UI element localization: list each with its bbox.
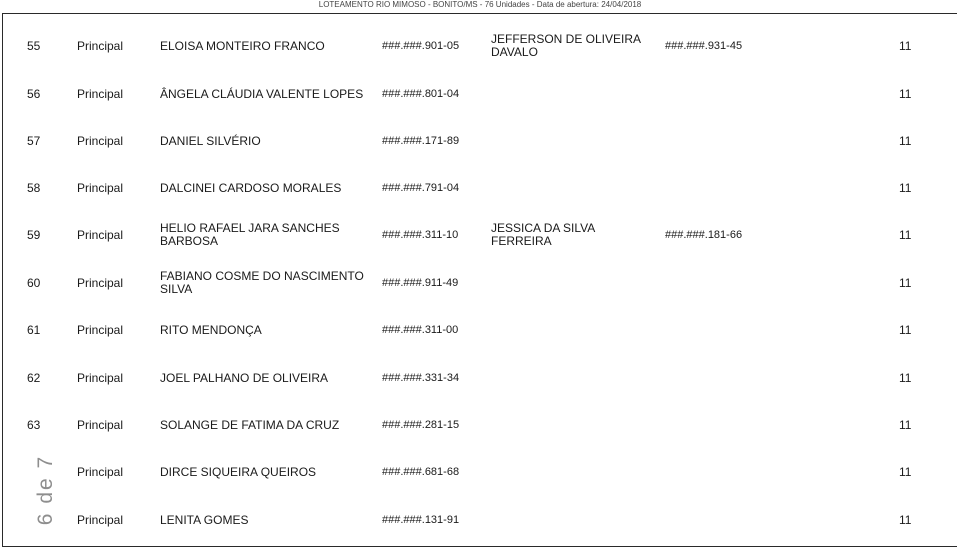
row-quantity: 11 — [899, 275, 912, 290]
table-row — [3, 263, 958, 303]
spouse-name — [491, 500, 656, 540]
page-number-text: 6 de 7 — [34, 454, 58, 526]
row-number: 55 — [27, 38, 41, 53]
spouse-cpf — [665, 405, 773, 445]
row-quantity: 11 — [899, 38, 912, 53]
row-type: Principal — [77, 86, 124, 101]
holder-cpf: ###.###.681-68 — [382, 465, 460, 478]
table-row — [3, 310, 958, 350]
table-row — [3, 405, 958, 445]
row-type: Principal — [77, 512, 124, 527]
table-row — [3, 26, 958, 66]
table-row — [3, 500, 958, 540]
row-quantity: 11 — [899, 512, 912, 527]
row-quantity: 11 — [899, 133, 912, 148]
row-number: 58 — [27, 180, 41, 195]
spouse-cpf — [665, 121, 773, 161]
holder-cpf: ###.###.281-15 — [382, 418, 460, 431]
table-row — [3, 168, 958, 208]
row-number: 60 — [27, 275, 41, 290]
spouse-name — [491, 452, 656, 492]
spouse-name — [491, 263, 656, 303]
spouse-cpf: ###.###.181-66 — [665, 228, 743, 241]
row-quantity: 11 — [899, 464, 912, 479]
spouse-name — [491, 310, 656, 350]
row-type: Principal — [77, 464, 124, 479]
holder-name: DANIEL SILVÉRIO — [160, 133, 261, 148]
holder-cpf: ###.###.131-91 — [382, 513, 460, 526]
page-number-label — [24, 448, 68, 532]
spouse-cpf — [665, 74, 773, 114]
holder-cpf: ###.###.791-04 — [382, 181, 460, 194]
holder-cpf: ###.###.331-34 — [382, 371, 460, 384]
spouse-cpf — [665, 168, 773, 208]
row-quantity: 11 — [899, 370, 912, 385]
spouse-cpf — [665, 310, 773, 350]
spouse-name: JESSICA DA SILVA FERREIRA — [491, 221, 595, 248]
spouse-name — [491, 405, 656, 445]
spouse-cpf: ###.###.931-45 — [665, 39, 743, 52]
holder-name: LENITA GOMES — [160, 512, 249, 527]
row-number: 61 — [27, 322, 41, 337]
row-number: 62 — [27, 370, 41, 385]
row-type: Principal — [77, 275, 124, 290]
spouse-cpf — [665, 500, 773, 540]
row-quantity: 11 — [899, 322, 912, 337]
row-type: Principal — [77, 38, 124, 53]
holder-name: JOEL PALHANO DE OLIVEIRA — [160, 370, 329, 385]
holder-name: RITO MENDONÇA — [160, 322, 262, 337]
row-type: Principal — [77, 133, 124, 148]
spouse-cpf — [665, 263, 773, 303]
table-row — [3, 358, 958, 398]
holder-name: DALCINEI CARDOSO MORALES — [160, 180, 342, 195]
spouse-name — [491, 121, 656, 161]
holder-cpf: ###.###.311-00 — [382, 323, 459, 336]
holder-name: HELIO RAFAEL JARA SANCHES BARBOSA — [160, 221, 340, 248]
document-header: LOTEAMENTO RIO MIMOSO - BONITO/MS - 76 Unidades - Data de abertura: 24/04/2018 — [318, 0, 642, 9]
row-type: Principal — [77, 227, 124, 242]
row-quantity: 11 — [899, 227, 912, 242]
holder-name: ÂNGELA CLÁUDIA VALENTE LOPES — [160, 86, 364, 101]
holder-name: ELOISA MONTEIRO FRANCO — [160, 38, 325, 53]
spouse-name — [491, 358, 656, 398]
row-type: Principal — [77, 322, 124, 337]
holder-cpf: ###.###.901-05 — [382, 39, 460, 52]
row-type: Principal — [77, 417, 124, 432]
holder-cpf: ###.###.801-04 — [382, 87, 460, 100]
row-type: Principal — [77, 370, 124, 385]
row-number: 56 — [27, 86, 41, 101]
holder-name: DIRCE SIQUEIRA QUEIROS — [160, 464, 317, 479]
table-row — [3, 74, 958, 114]
row-type: Principal — [77, 180, 124, 195]
row-quantity: 11 — [899, 180, 912, 195]
row-quantity: 11 — [899, 417, 912, 432]
holder-name: SOLANGE DE FATIMA DA CRUZ — [160, 417, 340, 432]
spouse-cpf — [665, 452, 773, 492]
holder-cpf: ###.###.911-49 — [382, 276, 459, 289]
beneficiary-table — [2, 13, 957, 547]
table-row — [3, 215, 958, 255]
holder-name: FABIANO COSME DO NASCIMENTO SILVA — [160, 269, 364, 296]
spouse-name: JEFFERSON DE OLIVEIRA DAVALO — [491, 32, 641, 59]
table-row — [3, 121, 958, 161]
row-quantity: 11 — [899, 86, 912, 101]
holder-cpf: ###.###.311-10 — [382, 228, 459, 241]
holder-cpf: ###.###.171-89 — [382, 134, 460, 147]
table-row — [3, 452, 958, 492]
spouse-name — [491, 74, 656, 114]
row-number: 59 — [27, 227, 41, 242]
spouse-cpf — [665, 358, 773, 398]
row-number: 63 — [27, 417, 41, 432]
spouse-name — [491, 168, 656, 208]
row-number: 57 — [27, 133, 41, 148]
